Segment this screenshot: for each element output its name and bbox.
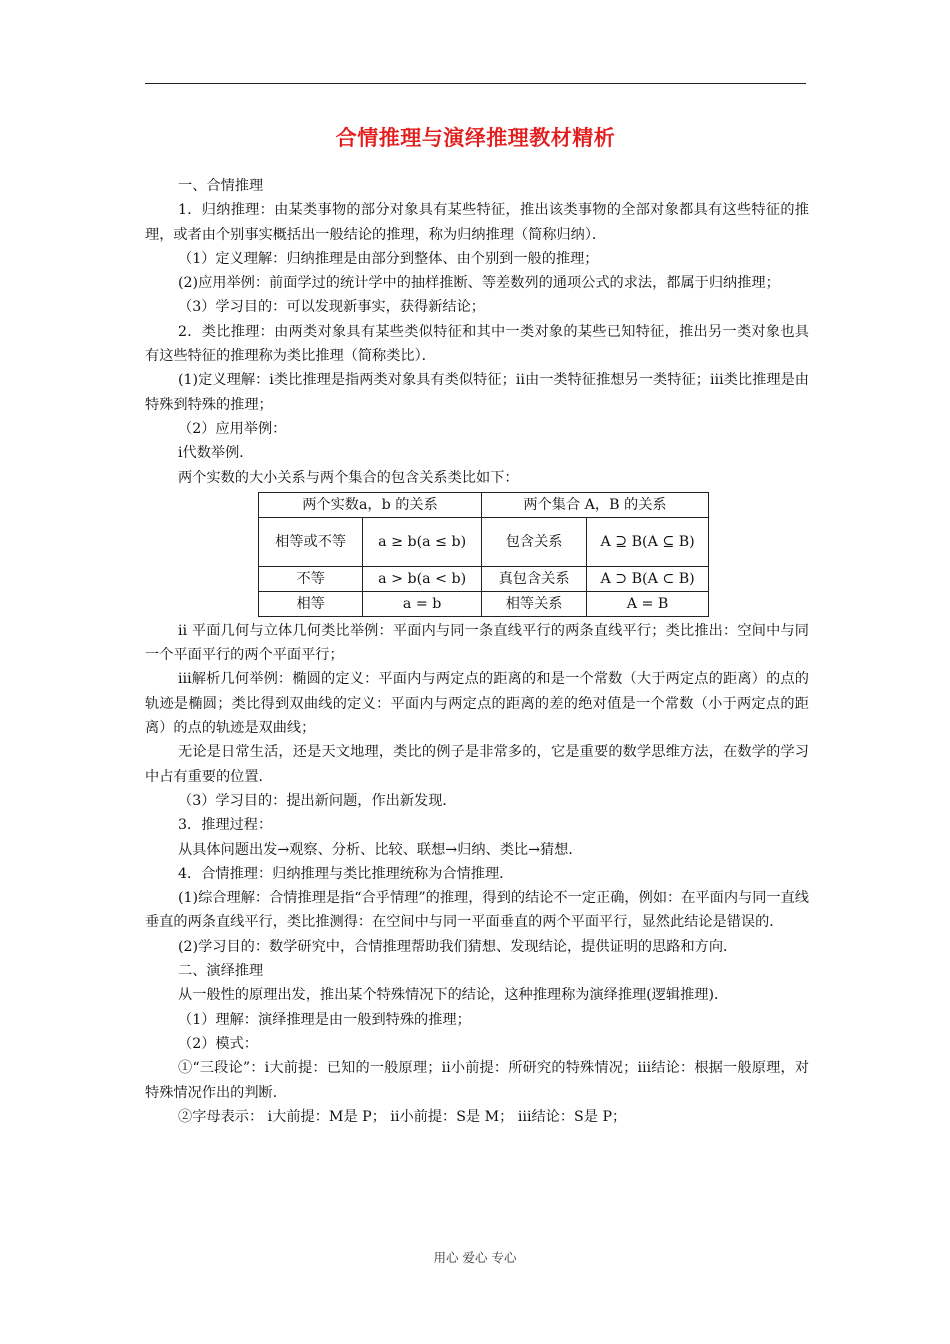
table-cell: a > b(a < b) (363, 566, 482, 591)
table-cell: 相等或不等 (259, 517, 363, 566)
table-cell: 相等 (259, 591, 363, 616)
document-body (145, 174, 809, 1129)
paragraph: (1)定义理解：ⅰ类比推理是指两类对象具有类似特征；ⅱ由一类特征推想另一类特征；ⅲ类比推理是由特殊到特殊的推理； (145, 372, 809, 413)
paragraph: 1．归纳推理：由某类事物的部分对象具有某些特征，推出该类事物的全部对象都具有这些特征的推理，或者由个别事实概括出一般结论的推理，称为归纳推理（简称归纳）． (145, 202, 809, 243)
paragraph: 3．推理过程： (178, 817, 273, 834)
page-title: 合情推理与演绎推理教材精析 (335, 126, 616, 150)
paragraph: （2）模式： (178, 1035, 258, 1052)
paragraph: 从一般性的原理出发，推出某个特殊情况下的结论，这种推理称为演绎推理(逻辑推理)． (178, 987, 729, 1004)
table-header: 两个集合 A，B 的关系 (482, 492, 709, 517)
table-cell: a ≥ b(a ≤ b) (363, 517, 482, 566)
paragraph: (2)应用举例：前面学过的统计学中的抽样推断、等差数列的通项公式的求法，都属于归纳推理； (178, 275, 780, 292)
paragraph: (1)综合理解：合情推理是指“合乎情理”的推理，得到的结论不一定正确，例如：在平面内与同一直线垂直的两条直线平行，类比推测得：在空间中与同一平面垂直的两个平面平行，显然此结论是错误的． (145, 890, 809, 931)
section-heading-2: 二、演绎推理 (178, 963, 264, 980)
header-rule (145, 83, 806, 84)
table-cell: 包含关系 (482, 517, 587, 566)
paragraph: （3）学习目的：可以发现新事实，获得新结论； (178, 299, 485, 316)
section-heading-1: 一、合情推理 (178, 178, 264, 194)
paragraph: ②字母表示： ⅰ大前提：M是 P； ⅱ小前提：S是 M； ⅲ结论：S是 P； (178, 1108, 627, 1125)
table-row (259, 591, 709, 616)
paragraph: 无论是日常生活，还是天文地理，类比的例子是非常多的，它是重要的数学思维方法，在数学的学习中占有重要的位置． (145, 744, 809, 785)
paragraph: （1）定义理解：归纳推理是由部分到整体、由个别到一般的推理； (178, 250, 599, 267)
table-row (259, 517, 709, 566)
comparison-table (258, 492, 709, 617)
table-cell: a = b (363, 591, 482, 616)
paragraph: (2)学习目的：数学研究中，合情推理帮助我们猜想、发现结论，提供证明的思路和方向． (178, 938, 738, 955)
table-cell: 相等关系 (482, 591, 587, 616)
paragraph: 从具体问题出发→观察、分析、比较、联想→归纳、类比→猜想． (178, 841, 583, 858)
paragraph: ①“三段论”：ⅰ大前提：已知的一般原理；ⅱ小前提：所研究的特殊情况；ⅲ结论：根据一般原理，对特殊情况作出的判断． (145, 1060, 809, 1101)
paragraph: ⅰ代数举例． (178, 445, 254, 462)
paragraph: ⅲ解析几何举例：椭圆的定义：平面内与两定点的距离的和是一个常数（大于两定点的距离）的点的轨迹是椭圆；类比得到双曲线的定义：平面内与两定点的距离的差的绝对值是一个常数（小于两定点的距离）的点的轨迹是双曲线； (145, 671, 809, 737)
paragraph: （1）理解：演绎推理是由一般到特殊的推理； (178, 1011, 471, 1028)
table-cell: A ⊃ B(A ⊂ B) (587, 566, 709, 591)
table-header: 两个实数a，b 的关系 (259, 492, 482, 517)
page-footer: 用心 爱心 专心 (433, 1250, 517, 1265)
table-cell: 不等 (259, 566, 363, 591)
paragraph: 4．合情推理：归纳推理与类比推理统称为合情推理． (178, 865, 514, 882)
paragraph: （2）应用举例： (178, 420, 287, 437)
paragraph: ⅱ 平面几何与立体几何类比举例：平面内与同一条直线平行的两条直线平行；类比推出：空间中与同一个平面平行的两个平面平行； (145, 622, 809, 664)
table-cell: A = B (587, 591, 709, 616)
paragraph: （3）学习目的：提出新问题，作出新发现． (178, 792, 457, 809)
table-row (259, 566, 709, 591)
paragraph: 两个实数的大小关系与两个集合的包含关系类比如下： (178, 469, 519, 486)
table-cell: A ⊇ B(A ⊆ B) (587, 517, 709, 566)
paragraph: 2．类比推理：由两类对象具有某些类似特征和其中一类对象的某些已知特征，推出另一类对象也具有这些特征的推理称为类比推理（简称类比）． (145, 323, 809, 365)
table-cell: 真包含关系 (482, 566, 587, 591)
